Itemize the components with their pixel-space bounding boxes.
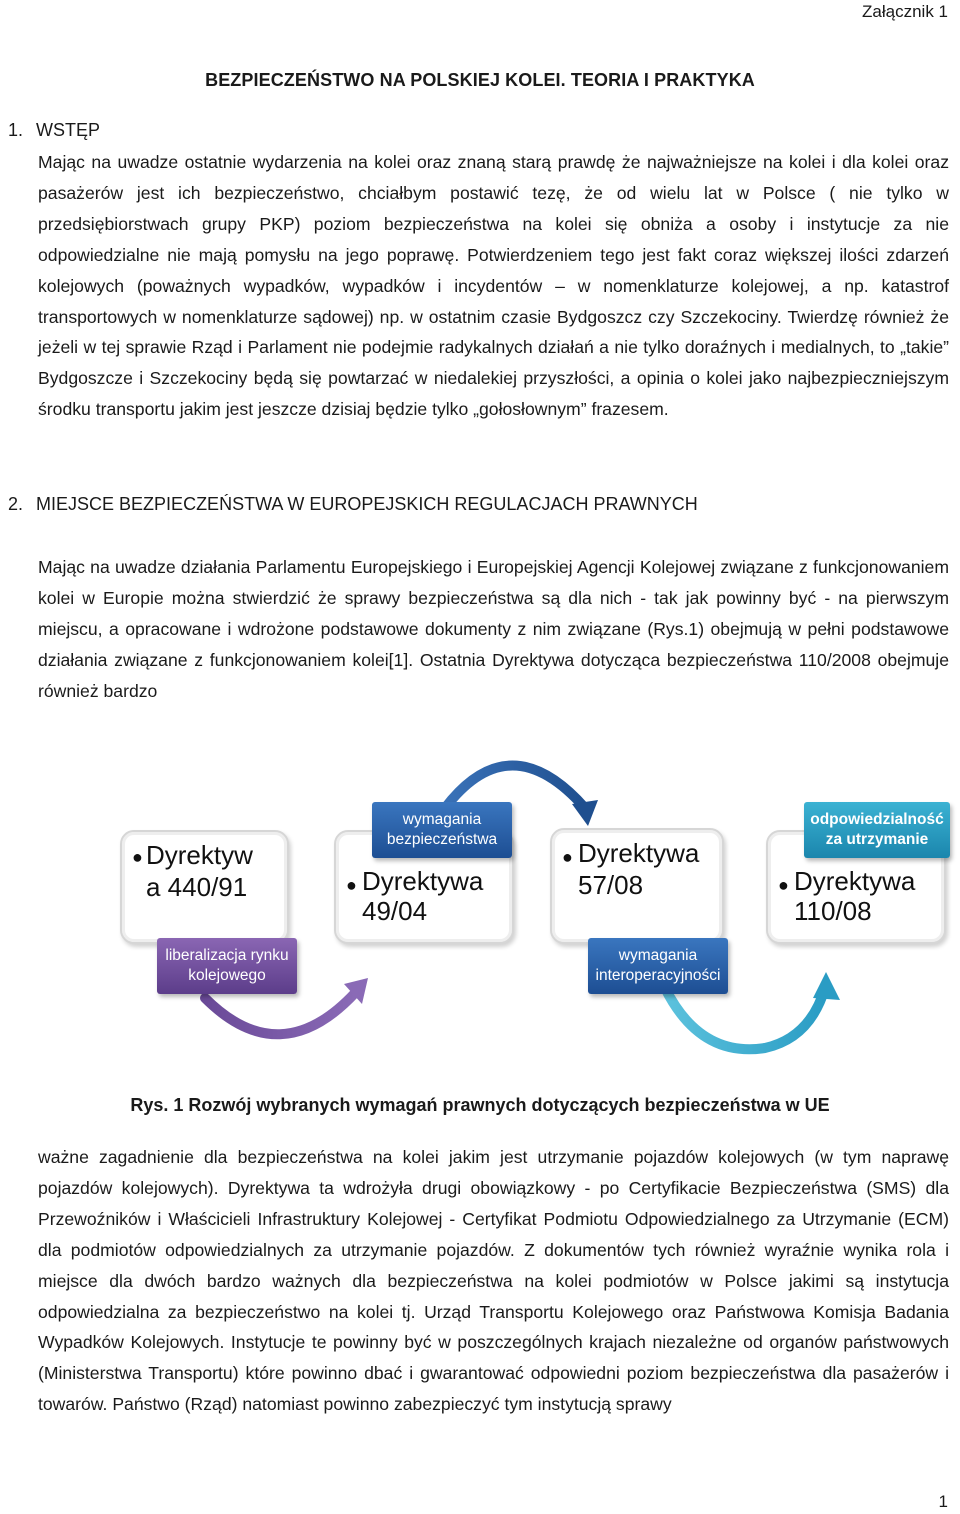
directives-diagram xyxy=(110,738,960,1058)
figure-caption: Rys. 1 Rozwój wybranych wymagań prawnych dotyczących bezpieczeństwa w UE xyxy=(130,1095,830,1115)
section-1-number: 1. xyxy=(8,120,24,140)
section-1-heading xyxy=(8,120,100,141)
directive-label-line1: Dyrektywa xyxy=(362,866,484,896)
directive-card-440-91 xyxy=(120,830,289,944)
directive-label-line2: a 440/91 xyxy=(146,872,248,902)
page-number: 1 xyxy=(938,1492,948,1511)
document-title: BEZPIECZEŃSTWO NA POLSKIEJ KOLEI. TEORIA I PRAKTYKA xyxy=(205,70,755,90)
section-2-paragraph: Mając na uwadze działania Parlamentu Europejskiego i Europejskiej Agencji Kolejowej związane z funkcjonowaniem kolei w Europie można stwierdzić że sprawy bezpieczeństwa są dla nich - tak jak powinny być - na pierwszym miejscu, a opracowane i wdrożone podstawowe dokumenty z nim związane (Rys.1) obejmują w pełni podstawowe działania związane z funkcjonowaniem kolei[1]. Ostatnia Dyrektywa dotycząca bezpieczeństwa 110/2008 obejmuje również bardzo xyxy=(38,557,949,701)
tag-wymagania-interoperacyjnosci: wymagania interoperacyjności xyxy=(588,938,728,994)
continuation-paragraph: ważne zagadnienie dla bezpieczeństwa na kolei jakim jest utrzymanie pojazdów kolejowych (w tym naprawę pojazdów kolejowych). Dyrektywa ta wdrożyła drugi obowiązkowy - po Certyfikacie Bezpieczeństwa (SMS) dla Przewoźników i Właścicieli Infrastruktury Kolejowej - Certyfikat Podmiotu Odpowiedzialnego za Utrzymanie (ECM) dla podmiotów odpowiedzialnych za utrzymanie pojazdów. Z dokumentów tych również wyraźnie wynika rola i miejsce dla dwóch bardzo ważnych dla bezpieczeństwa na kolei podmiotów w Polsce jakimi są instytucja odpowiedzialna za bezpieczeństwo na kolei tj. Urząd Transportu Kolejowego oraz Państwowa Komisja Badania Wypadków Kolejowych. Instytucje te powinny być w poszczególnych krajach niezależne od organów państwowych (Ministerstwa Transportu) które powinno dbać i gwarantować odpowiedni poziom bezpieczeństwa dla pasażerów i towarów. Państwo (Rząd) natomiast powinno zabezpieczyć tym instytucją sprawy xyxy=(38,1147,949,1415)
bullet-icon: ● xyxy=(346,875,357,895)
tag-liberalizacja: liberalizacja rynku kolejowego xyxy=(157,938,297,994)
annex-label: Załącznik 1 xyxy=(862,2,948,21)
section-2-number: 2. xyxy=(8,494,24,514)
directive-card-57-08 xyxy=(550,828,724,944)
directive-label-line1: Dyrektywa xyxy=(578,838,700,868)
arrow-blue-head xyxy=(572,800,598,826)
arrow-teal-arc xyxy=(665,988,825,1049)
tag-wymagania-bezpieczenstwa: wymagania bezpieczeństwa xyxy=(372,802,512,858)
section-2-heading xyxy=(8,494,698,515)
arrow-teal-head xyxy=(813,972,840,1000)
section-1-title: WSTĘP xyxy=(36,120,101,140)
section-1-paragraph: Mając na uwadze ostatnie wydarzenia na kolei oraz znaną starą prawdę że najważniejsze na kolei i dla kolei oraz pasażerów jest ich bezpieczeństwo, chciałbym postawić tezę, że od wielu lat w Polsce ( nie tylko w przedsiębiorstwach grupy PKP) poziom bezpieczeństwa na kolei się obniża a osoby i instytucje za nie odpowiedzialne nie mają pomysłu na jego poprawę. Potwierdzeniem tego jest fakt coraz większej ilości zdarzeń kolejowych (poważnych wypadków, wypadków i incydentów – w nomenklaturze kolejowej, a np. katastrof transportowych w nomenklaturze sądowej) np. w ostatnim czasie Bydgoszcz czy Szczekociny. Twierdzę również że jeżeli w tej sprawie Rząd i Parlament nie podejmie radykalnych działań a nie tylko doraźnych i medialnych, to „takie” Bydgoszcze i Szczekociny będą się powtarzać w niedalekiej przyszłości, a opinia o kolei jako najbezpieczniejszym środku transportu jakim jest jeszcze dzisiaj będzie tylko „gołosłownym” frazesem. xyxy=(38,152,949,420)
directive-label-line2: 57/08 xyxy=(578,870,644,900)
bullet-icon: ● xyxy=(562,847,573,867)
bullet-icon: ● xyxy=(778,875,789,895)
directive-label-line2: 49/04 xyxy=(362,896,428,926)
directive-label-line1: Dyrektyw xyxy=(146,840,253,870)
bullet-icon: ● xyxy=(132,847,143,867)
directive-label-line2: 110/08 xyxy=(794,896,872,926)
section-2-title: MIEJSCE BEZPIECZEŃSTWA W EUROPEJSKICH REGULACJACH PRAWNYCH xyxy=(36,494,698,514)
tag-odpowiedzialnosc: odpowiedzialność za utrzymanie xyxy=(804,802,950,858)
directive-label-line1: Dyrektywa xyxy=(794,866,916,896)
arrow-purple-arc xyxy=(205,993,355,1034)
